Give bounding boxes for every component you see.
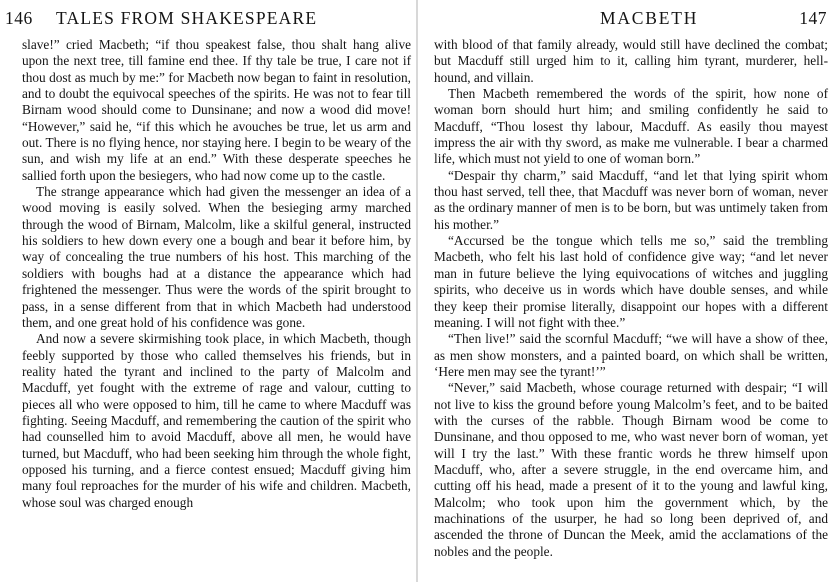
right-page-text <box>434 37 828 560</box>
running-title-right: MACBETH <box>600 8 699 28</box>
paragraph: with blood of that family already, would still have declined the combat; but Macduff still urged him to it, calling him tyrant, murderer, hell-hound, and villain. <box>434 37 828 85</box>
paragraph: slave!” cried Macbeth; “if thou speakest false, thou shalt hang alive upon the next tree, till famine end thee. If thy tale be true, I care not if thou dost as much by me:” for Macbeth now began to faint in resolution, and to doubt the equivocal speeches of the spirits. He was not to fear till Birnam wood should come to Dunsinane; and now a wood did move! “However,” said he, “if this which he avouches be true, let us arm and out. There is no flying hence, nor staying here. I begin to be weary of the sun, and wish my life at an end.” With these desperate speeches he sallied forth upon the besiegers, who had now come up to the castle. <box>22 37 411 183</box>
paragraph: And now a severe skirmishing took place, in which Macbeth, though feebly supported by those who called themselves his friends, but in reality hated the tyrant and inclined to the party of Malcolm and Macduff, yet fought with the extreme of rage and valour, cutting to pieces all who were opposed to him, till he came to where Macduff was fighting. Seeing Macduff, and remembering the caution of the spirit who had counselled him to avoid Macduff, above all men, he would have turned, but Macduff, who had been seeking him through the whole fight, opposed his turning, and a fierce contest ensued; Macduff giving him many foul reproaches for the murder of his wife and children. Macbeth, whose soul was charged enough <box>22 331 411 510</box>
right-page <box>418 0 835 582</box>
paragraph: Then Macbeth remembered the words of the spirit, how none of woman born should hurt him; and smiling confidently he said to Macduff, “Thou losest thy labour, Macduff. As easily thou mayest impress the air with thy sword, as make me vulnerable. I bear a charmed life, which must not yield to one of woman born.” <box>434 86 828 167</box>
running-title-left: TALES FROM SHAKESPEARE <box>56 8 318 28</box>
page-number-right: 147 <box>799 8 827 28</box>
left-page-text <box>22 37 411 511</box>
paragraph: “Never,” said Macbeth, whose courage returned with despair; “I will not live to kiss the ground before young Malcolm’s feet, and to be baited with the curses of the rabble. Though Birnam wood be come to Dunsinane, and thou opposed to me, who wast never born of woman, yet will I try the last.” With these frantic words he threw himself upon Macduff, who, after a severe struggle, in the end overcame him, and cutting off his head, made a present of it to the young and lawful king, Malcolm; who took upon him the government which, by the machinations of the usurper, he had so long been deprived of, and ascended the throne of Duncan the Meek, amid the acclamations of the nobles and the people. <box>434 380 828 559</box>
page-number-left: 146 <box>5 8 33 28</box>
paragraph: “Then live!” said the scornful Macduff; “we will have a show of thee, as men show monsters, and a painted board, on which shall be written, ‘Here men may see the tyrant!’” <box>434 331 828 379</box>
paragraph: The strange appearance which had given the messenger an idea of a wood moving is easily solved. When the besieging army marched through the wood of Birnam, Malcolm, like a skilful general, instructed his soldiers to hew down every one a bough and bear it before him, by way of concealing the true numbers of his host. This marching of the soldiers with boughs had at a distance the appearance which had frightened the messenger. Thus were the words of the spirit brought to pass, in a sense different from that in which Macbeth had understood them, and one great hold of his confidence was gone. <box>22 184 411 330</box>
paragraph: “Despair thy charm,” said Macduff, “and let that lying spirit whom thou hast served, tell thee, that Macduff was never born of woman, never as the ordinary manner of men is to be born, but was untimely taken from his mother.” <box>434 167 828 232</box>
left-page <box>0 0 417 582</box>
paragraph: “Accursed be the tongue which tells me so,” said the trembling Macbeth, who felt his last hold of confidence give way; “and let never man in future believe the lying equivocations of witches and juggling spirits, who deceive us in words which have double senses, and while they keep their promise literally, disappoint our hopes with a different meaning. I will not fight with thee.” <box>434 233 828 330</box>
